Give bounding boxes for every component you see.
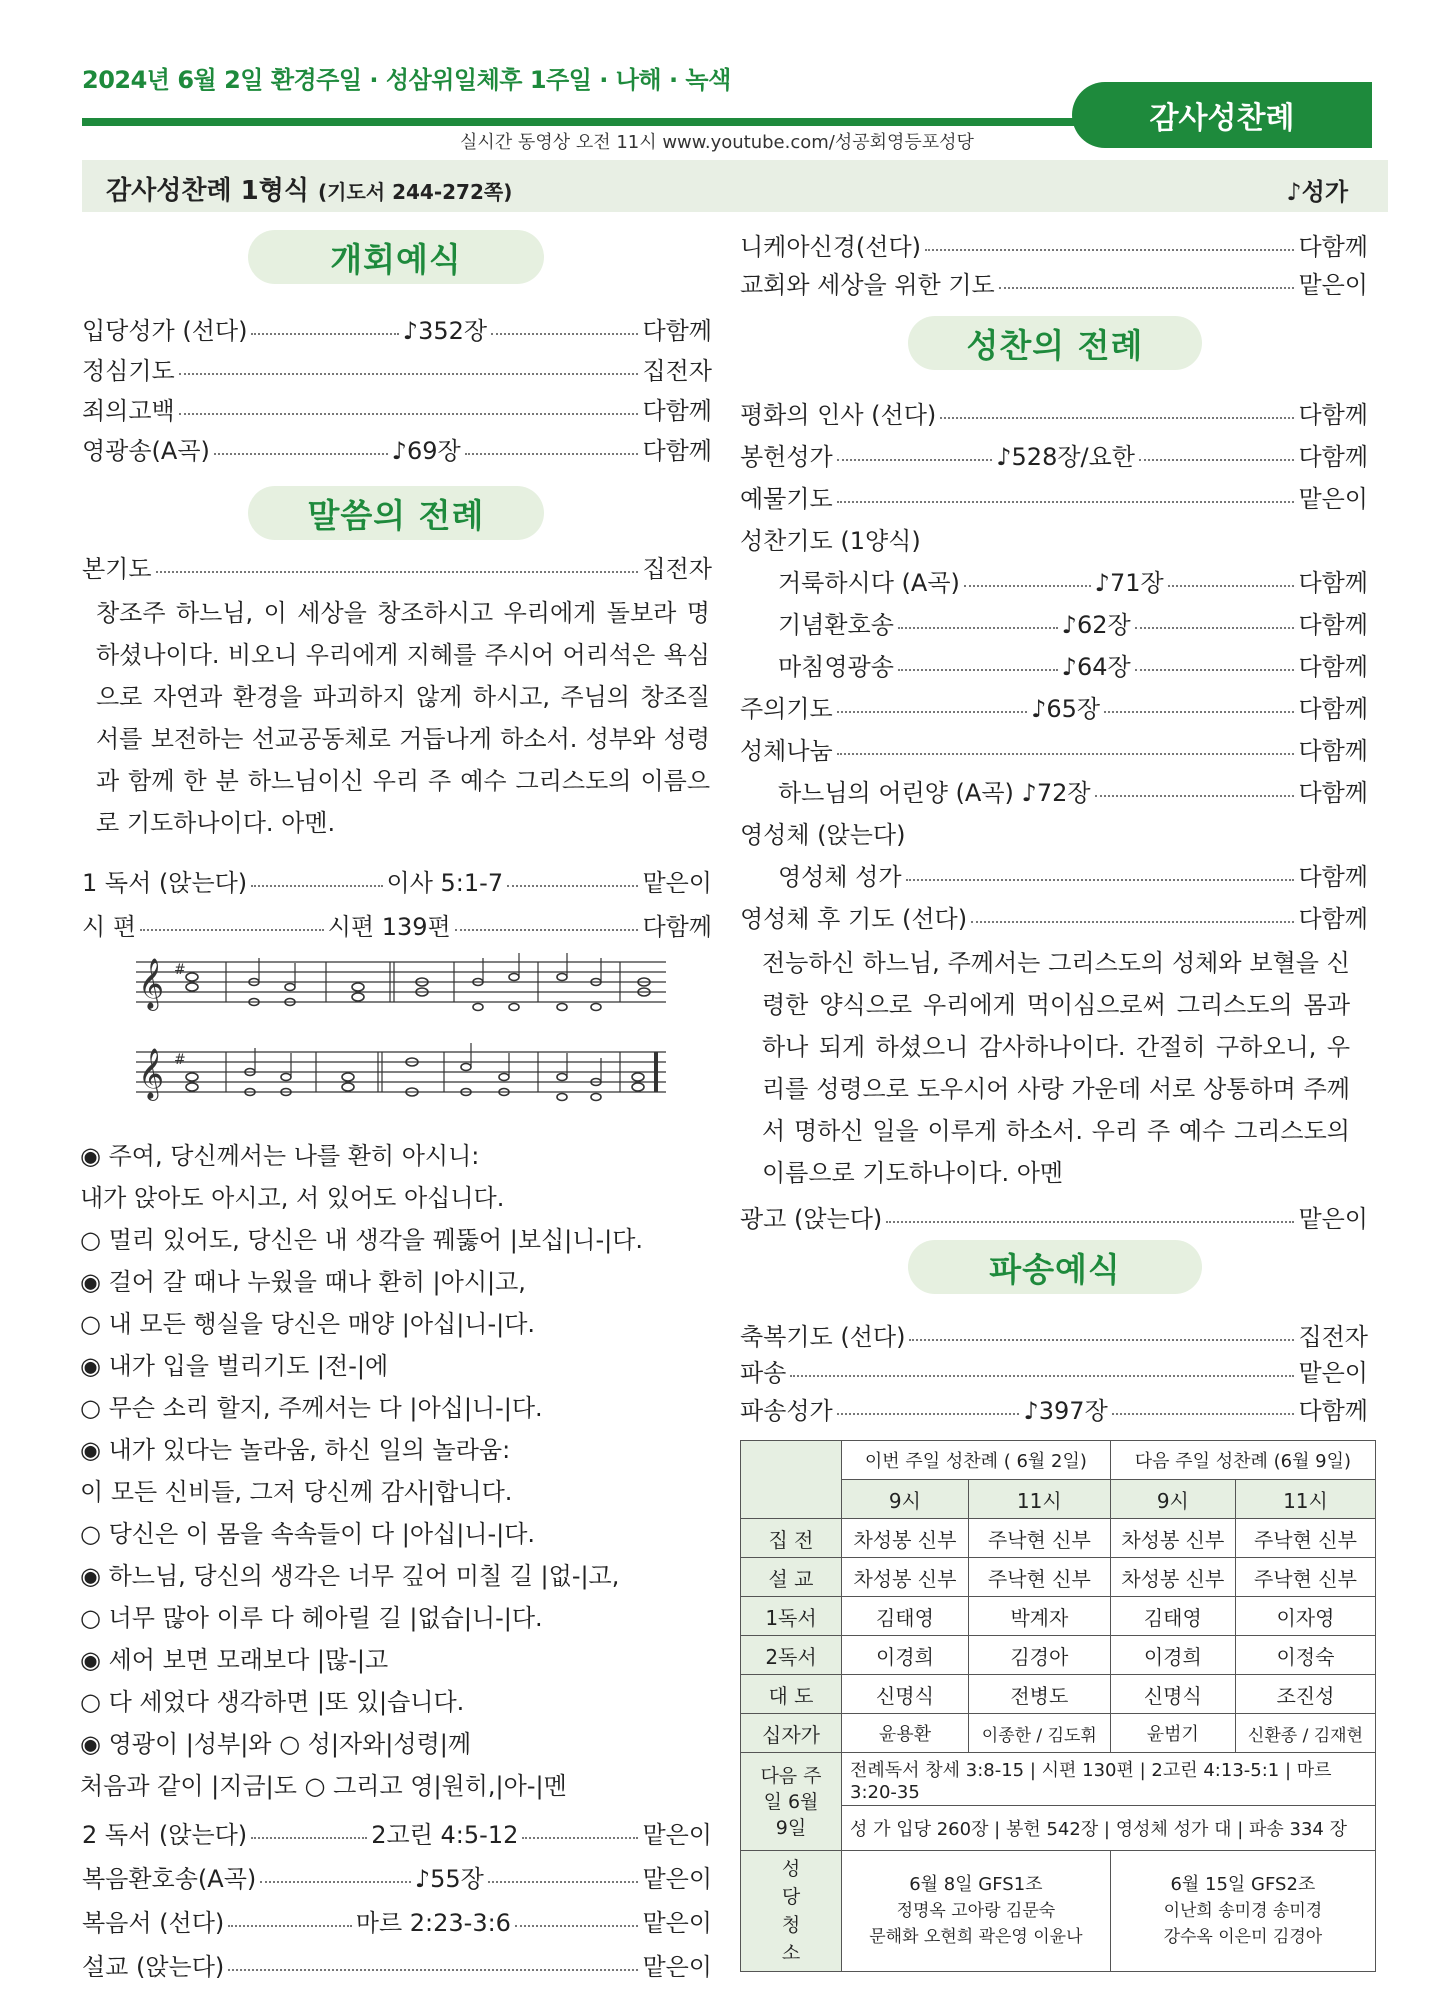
table-row — [741, 1558, 1376, 1597]
assignee-cell: 김경아 — [968, 1636, 1110, 1675]
role-cell: 설 교 — [741, 1558, 842, 1597]
item-first-reading: 1 독서 (앉는다) 이사 5:1-7 맡은이 — [82, 868, 712, 897]
item-collect-purity: 정심기도 집전자 — [82, 356, 712, 385]
assignee-cell: 김태영 — [1110, 1597, 1235, 1636]
assignee-cell: 주낙현 신부 — [968, 1519, 1110, 1558]
stream-info: 실시간 동영상 오전 11시 www.youtube.com/성공회영등포성당 — [460, 132, 974, 153]
corner-cell — [741, 1441, 842, 1519]
item-postcommunion: 영성체 후 기도 (선다) 다함께 — [740, 904, 1368, 933]
next-readings: 전례독서 창세 3:8-15 | 시편 130편 | 2고린 4:13-5:1 | 마르 3:20-35 — [842, 1753, 1376, 1806]
item-offertory-hymn: 봉헌성가 ♪528장/요한 다함께 — [740, 442, 1369, 471]
assignee-cell: 차성봉 신부 — [1110, 1558, 1235, 1597]
assignee-cell: 이자영 — [1235, 1597, 1375, 1636]
role-cell: 대 도 — [741, 1675, 842, 1714]
time-header: 11시 — [1235, 1480, 1375, 1519]
item-lords-prayer: 주의기도 ♪65장 다함께 — [740, 694, 1369, 723]
cleaning-names: 문해화 오현희 곽은영 이윤나 — [869, 1927, 1083, 1947]
item-communion: 영성체 (앉는다) — [740, 820, 906, 849]
assignee-cell: 이정숙 — [1235, 1636, 1375, 1675]
item-psalm: 시 편 시편 139편 다함께 — [82, 912, 712, 941]
section-eucharist: 성찬의 전례 — [908, 316, 1202, 370]
schedule-table — [740, 1440, 1376, 1972]
item-nicene-creed: 니케아신경(선다) 다함께 — [740, 232, 1368, 261]
next-hymns: 성 가 입당 260장 | 봉헌 542장 | 영성체 성가 대 | 파송 334 장 — [842, 1806, 1376, 1851]
item-notices: 광고 (앉는다) 맡은이 — [740, 1204, 1368, 1233]
item-gospel-acclamation: 복음환호송(A곡) ♪55장 맡은이 — [82, 1864, 713, 1893]
item-doxology: 마침영광송 ♪64장 다함께 — [778, 652, 1368, 681]
psalm-line: ○ 다 세었다 생각하면 |또 있|습니다. — [80, 1688, 465, 1716]
cleaning-title: 6월 8일 GFS1조 — [909, 1874, 1043, 1895]
item-second-reading: 2 독서 (앉는다) 2고린 4:5-12 맡은이 — [82, 1820, 712, 1849]
postcommunion-text: 전능하신 하느님, 주께서는 그리스도의 성체와 보혈을 신령한 양식으로 우리에게 먹이심으로써 그리스도의 몸과 하나 되게 하셨으니 감사하나이다. 간절히 구하오니, 우리를 성령으로 도우시어 사랑 가운데 서로 상통하며 주께서 명하신 일을 이루게 하소서. 우리 주 예수 그리스도의 이름으로 기도하나이다. 아멘 — [762, 949, 1350, 1187]
date-line: 2024년 6월 2일 환경주일 · 성삼위일체후 1주일 · 나해 · 녹색 — [82, 66, 731, 94]
role-cell: 십자가 — [741, 1714, 842, 1753]
table-row — [741, 1597, 1376, 1636]
next-sunday-label: 다음 주일 6월 9일 — [741, 1753, 842, 1851]
time-header: 11시 — [968, 1480, 1110, 1519]
item-gloria: 영광송(A곡) ♪69장 다함께 — [82, 436, 712, 465]
item-prayers: 교회와 세상을 위한 기도 맡은이 — [740, 270, 1368, 299]
section-gathering: 개회예식 — [248, 230, 544, 284]
item-sanctus: 거룩하시다 (A곡) ♪71장 다함께 — [778, 568, 1368, 597]
psalm-line: ○ 무슨 소리 할지, 주께서는 다 |아십|니-|다. — [80, 1394, 543, 1422]
assignee-cell: 차성봉 신부 — [842, 1558, 969, 1597]
item-peace: 평화의 인사 (선다) 다함께 — [740, 400, 1368, 429]
assignee-cell: 주낙현 신부 — [1235, 1519, 1375, 1558]
item-communion-hymn: 영성체 성가 다함께 — [778, 862, 1368, 891]
assignee-cell: 윤범기 — [1110, 1714, 1235, 1753]
role-cell: 1독서 — [741, 1597, 842, 1636]
psalm-line: ○ 너무 많아 이루 다 헤아릴 길 |없습|니-|다. — [80, 1604, 543, 1632]
psalm-line: ◉ 걸어 갈 때나 누웠을 때나 환히 |아시|고, — [80, 1268, 526, 1296]
time-header: 9시 — [1110, 1480, 1235, 1519]
psalm-line: ◉ 하느님, 당신의 생각은 너무 깊어 미칠 길 |없-|고, — [80, 1562, 620, 1590]
assignee-cell: 주낙현 신부 — [968, 1558, 1110, 1597]
item-gospel: 복음서 (선다) 마르 2:23-3:6 맡은이 — [82, 1908, 712, 1937]
role-cell: 2독서 — [741, 1636, 842, 1675]
item-fraction: 성체나눔 다함께 — [740, 736, 1368, 765]
item-offertory-prayer: 예물기도 맡은이 — [740, 484, 1368, 513]
hymn-column-label: ♪성가 — [1286, 178, 1348, 206]
cleaning-names: 정명옥 고아랑 김문숙 — [896, 1901, 1056, 1921]
item-dismissal: 파송 맡은이 — [740, 1358, 1368, 1387]
psalm-line: 처음과 같이 |지금|도 ○ 그리고 영|원히,|아-|멘 — [80, 1772, 567, 1800]
assignee-cell: 박계자 — [968, 1597, 1110, 1636]
psalm-line: ○ 당신은 이 몸을 속속들이 다 |아십|니-|다. — [80, 1520, 536, 1548]
svg-text:𝄞: 𝄞 — [138, 1048, 165, 1099]
item-sermon: 설교 (앉는다) 맡은이 — [82, 1952, 712, 1981]
liturgy-badge: 감사성찬례 — [1072, 82, 1372, 148]
psalm-line: 이 모든 신비들, 그저 당신께 감사|합니다. — [80, 1478, 513, 1506]
collect-text: 창조주 하느님, 이 세상을 창조하시고 우리에게 돌보라 명하셨나이다. 비오니 우리에게 지혜를 주시어 어리석은 욕심으로 자연과 환경을 파괴하지 않게 하시고, 주님의 창조질서를 보전하는 선교공동체로 거듭나게 하소서. 성부와 성령과 함께 한 분 하느님이신 우리 주 예수 그리스도의 이름으로 기도하나이다. 아멘. — [96, 599, 710, 837]
next-week-header: 다음 주일 성찬례 (6월 9일) — [1110, 1441, 1375, 1480]
table-row — [741, 1636, 1376, 1675]
order-ref: (기도서 244-272쪽) — [318, 180, 513, 204]
title-bar — [82, 160, 1388, 212]
assignee-cell: 신환종 / 김재현 — [1235, 1714, 1375, 1753]
table-row — [741, 1519, 1376, 1558]
svg-text:#: # — [174, 962, 186, 978]
assignee-cell: 차성봉 신부 — [842, 1519, 969, 1558]
svg-text:#: # — [174, 1052, 186, 1068]
this-week-header: 이번 주일 성찬례 ( 6월 2일) — [842, 1441, 1111, 1480]
table-row — [741, 1851, 1376, 1972]
cleaning-group-2 — [1110, 1851, 1375, 1972]
psalm-line: 내가 앉아도 아시고, 서 있어도 아십니다. — [80, 1184, 505, 1212]
assignee-cell: 신명식 — [1110, 1675, 1235, 1714]
psalm-line: ◉ 세어 보면 모래보다 |많-|고 — [80, 1646, 389, 1674]
cleaning-group-1 — [842, 1851, 1111, 1972]
header-rule — [82, 118, 1082, 126]
cleaning-title: 6월 15일 GFS2조 — [1170, 1874, 1316, 1895]
psalm-line: ◉ 내가 있다는 놀라움, 하신 일의 놀라움: — [80, 1436, 511, 1464]
assignee-cell: 이경희 — [1110, 1636, 1235, 1675]
assignee-cell: 김태영 — [842, 1597, 969, 1636]
item-agnus-dei: 하느님의 어린양 (A곡) ♪72장 다함께 — [778, 778, 1368, 807]
item-memorial-acclamation: 기념환호송 ♪62장 다함께 — [778, 610, 1368, 639]
table-row — [741, 1753, 1376, 1806]
assignee-cell: 이종한 / 김도휘 — [968, 1714, 1110, 1753]
psalm-chant-score — [126, 950, 666, 1130]
cleaning-names: 이난희 송미경 송미경 — [1163, 1901, 1323, 1921]
cleaning-label: 성 당 청 소 — [741, 1851, 842, 1972]
table-row — [741, 1714, 1376, 1753]
order-title: 감사성찬례 1형식 (기도서 244-272쪽) — [106, 176, 513, 206]
assignee-cell: 신명식 — [842, 1675, 969, 1714]
section-dismissal: 파송예식 — [908, 1240, 1202, 1294]
item-entrance-hymn: 입당성가 (선다) ♪352장 다함께 — [82, 316, 712, 345]
assignee-cell: 윤용환 — [842, 1714, 969, 1753]
psalm-line: ○ 멀리 있어도, 당신은 내 생각을 꿰뚫어 |보십|니-|다. — [80, 1226, 644, 1254]
psalm-line: ◉ 주여, 당신께서는 나를 환히 아시니: — [80, 1142, 480, 1170]
psalm-line: ◉ 영광이 |성부|와 ○ 성|자와|성령|께 — [80, 1730, 472, 1758]
assignee-cell: 전병도 — [968, 1675, 1110, 1714]
item-collect: 본기도 집전자 — [82, 554, 712, 583]
assignee-cell: 주낙현 신부 — [1235, 1558, 1375, 1597]
svg-text:𝄞: 𝄞 — [138, 958, 165, 1009]
table-row — [741, 1675, 1376, 1714]
time-header: 9시 — [842, 1480, 969, 1519]
assignee-cell: 조진성 — [1235, 1675, 1375, 1714]
item-recessional-hymn: 파송성가 ♪397장 다함께 — [740, 1396, 1368, 1425]
role-cell: 집 전 — [741, 1519, 842, 1558]
assignee-cell: 이경희 — [842, 1636, 969, 1675]
item-blessing: 축복기도 (선다) 집전자 — [740, 1322, 1368, 1351]
assignee-cell: 차성봉 신부 — [1110, 1519, 1235, 1558]
item-eucharistic-prayer: 성찬기도 (1양식) — [740, 526, 921, 555]
item-confession: 죄의고백 다함께 — [82, 396, 712, 425]
psalm-line: ◉ 내가 입을 벌리기도 |전-|에 — [80, 1352, 389, 1380]
psalm-line: ○ 내 모든 행실을 당신은 매양 |아십|니-|다. — [80, 1310, 536, 1338]
cleaning-names: 강수옥 이은미 김경아 — [1163, 1927, 1323, 1947]
section-word: 말씀의 전례 — [248, 486, 544, 540]
